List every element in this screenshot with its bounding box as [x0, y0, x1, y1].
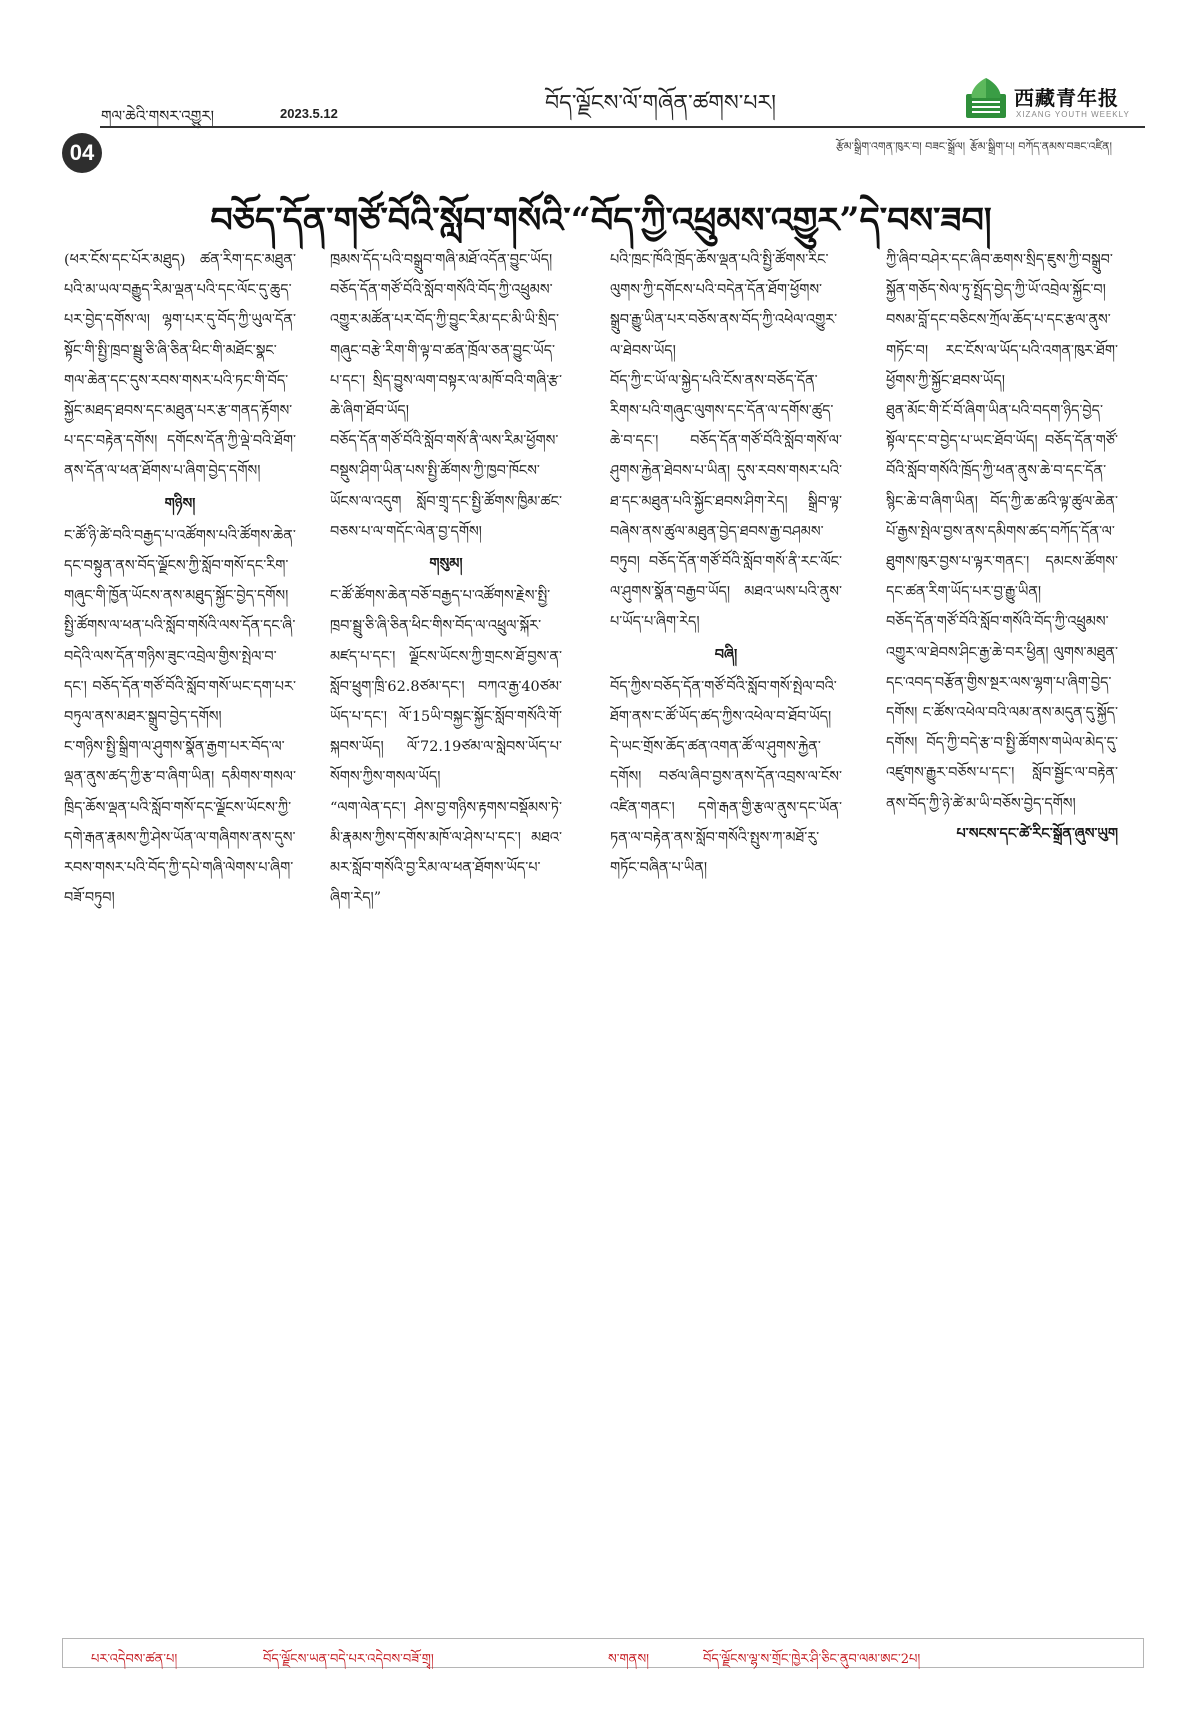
paragraph: ང་གཉིས་སྤྱི་སྒྲིག་ལ་ཤུགས་སྣོན་རྒྱག་པར་བོད་ལ་ལྡན་ནུས་ཚད་ཀྱི་རྩ་བ་ཞིག་ཡིན། དམིགས་གསལ་ཁྲིད་ཆོས་ལྡན་པའི་སློབ་གསོ་དང་ལྗོངས་ཡོངས་ཀྱི་དགེ་རྒན་རྣམས་ཀྱི་ཤེས་ཡོན་ལ་གཞིགས་ནས་དུས་རབས་གསར་པའི་བོད་ཀྱི་དཔེ་གཞི་ལེགས་པ་ཞིག་བཟོ་བཏུབ། [64, 739, 296, 907]
masthead-tibetan: བོད་ལྗོངས་ལོ་གཞོན་ཚགས་པར། [545, 91, 777, 116]
article-headline: བཅོད་དོན་གཙོ་བོའི་སློབ་གསོའི་“བོད་ཀྱི་འཕྲུམས་འགྱུར”དེ་བས་ཟབ། [210, 200, 992, 241]
brand-subtitle: XIZANG YOUTH WEEKLY [1016, 110, 1130, 119]
paragraph: བཅོད་དོན་གཙོ་བོའི་སློབ་གསོའི་བོད་ཀྱི་འཕྲུམས་འགྱུར་ལ་ཐེབས་ཤིང་རྒྱ་ཆེ་བར་ཕྱིན། ལུགས་མཐུན་དང་འབད་བརྩོན་གྱིས་སྔར་ལས་ལྷག་པ་ཞིག་བྱེད་དགོས། ང་ཚོས་འཕེལ་བའི་ལམ་ནས་མདུན་དུ་སྐྱོད་དགོས། བོད་ཀྱི་བདེ་རྩ་བ་སྤྱི་ཚོགས་གཡེལ་མེད་དུ་འཛུགས་རྒྱུར་བཅོས་པ་དང་། སློབ་སྦྱོང་ལ་བརྟེན་ནས་བོད་ཀྱི་ཉེ་ཚེ་མ་ཡི་བཅོས་བྱེད་དགོས། [886, 614, 1118, 812]
paragraph: ཐུན་མོང་གི་ངོ་བོ་ཞིག་ཡིན་པའི་བདག་ཉིད་བྱེད་སྟོལ་དང་བ་བྱེད་པ་ཡང་ཐོབ་ཡོད། བཅོད་དོན་གཙོ་བོའི་སློབ་གསོའི་ཁྲོད་ཀྱི་ཕན་ནུས་ཆེ་བ་དང་དོན་སྙིང་ཆེ་བ་ཞིག་ཡིན། བོད་ཀྱི་ཆ་ཚའི་ལྟ་ཚུལ་ཆེན་པོ་རྒྱས་སྤེལ་བྱས་ནས་དམིགས་ཚད་བཀོད་དོན་ལ་ཐུགས་ཁུར་བྱས་པ་ལྟར་གནང་། དམངས་ཚོགས་དང་ཚན་རིག་ཡོད་པར་བྱ་རྒྱུ་ཡིན། [886, 403, 1118, 601]
page-number-badge: 04 [62, 133, 102, 173]
section-title: གལ་ཆེའི་གསར་འགྱུར། [101, 107, 214, 125]
issue-date: 2023.5.12 [280, 106, 338, 121]
paragraph: ང་ཚོ་ཚོགས་ཆེན་བཅོ་བརྒྱད་པ་འཚོགས་རྗེས་སྤྱི་ཁྲབ་སྦྲུ་ཅི་ཞི་ཅིན་ཕིང་གིས་བོད་ལ་འཕྲུལ་སྐོར་མཛད་པ་དང་། ལྗོངས་ཡོངས་ཀྱི་གྲངས་ཐོ་བྱས་ན་སློབ་ཕྲུག་ཁྲི་62.8ཙམ་དང་། བཀའ་རྒྱ་40ཙམ་ཡོད་པ་དང་། ལོ་15ཡི་བསྐྱང་སྐྱོང་སློབ་གསོའི་གོ་སྐབས་ཡོད། ལོ་72.19ཙམ་ལ་སླེབས་ཡོད་པ་སོགས་ཀྱིས་གསལ་ཡོད། [330, 588, 562, 786]
section-number: གསུམ། [429, 555, 463, 573]
footer-printer-name: བོད་ལྗོངས་ཡན་བདེ་པར་འདེབས་བཟོ་གྲྭ། [263, 1652, 434, 1667]
section-number: བཞི། [714, 645, 738, 663]
paragraph: ཀྱི་ཞིབ་བཤེར་དང་ཞིབ་ཆགས་སྲིད་ཇུས་ཀྱི་བསྒྲུབ་སྐྱོན་གཅོད་སེལ་ཏུ་སྤྲོད་བྱེད་ཀྱི་ཡོ་འབྲེལ་སྐྱོང་བ། བསམ་བློ་དང་བཅིངས་ཀྲོལ་ཆོད་པ་དང་རྩལ་ནུས་གཏོང་བ། རང་ངོས་ལ་ཡོད་པའི་འགན་ཁུར་ཐོག་ཕྱོགས་ཀྱི་སྐྱོང་ཐབས་ཡོད། [886, 252, 1118, 389]
footer-printer-label: པར་འདེབས་ཚན་པ། [91, 1652, 178, 1667]
author-signoff: པ་སངས་དང་ཚེ་རིང་སྒྲོན་ཞུས་ཡུག [956, 824, 1118, 842]
page-header [0, 0, 1202, 140]
page-footer [62, 1638, 1144, 1668]
paragraph: བོད་ཀྱིས་བཅོད་དོན་གཙོ་བོའི་སློབ་གསོ་སྤེལ་བའི་ཐོག་ནས་ང་ཚོ་ཡོད་ཚད་ཀྱིས་འཕེལ་བ་ཐོབ་ཡོད། དེ་ཡང་གྲོས་ཆོད་ཚན་འགན་ཚོ་ལ་ཤུགས་རྐྱེན་དགོས། བཙལ་ཞིབ་བྱས་ནས་དོན་འབྲས་ལ་ངོས་འཛིན་གནང་། དགེ་རྒན་གྱི་རྩལ་ནུས་དང་ཡོན་ཏན་ལ་བརྟེན་ནས་སློབ་གསོའི་སྤུས་ཀ་མཐོ་རུ་གཏོང་བཞིན་པ་ཡིན། [610, 678, 842, 877]
article-column-1 [64, 245, 296, 1625]
paragraph: ཁྲམས་དོད་པའི་བསྒྲུབ་གཞི་མཐོ་འདོན་བྱུང་ཡོད། བཅོད་དོན་གཙོ་བོའི་སློབ་གསོའི་བོད་ཀྱི་འཕྲུམས་འགྱུར་མཚོན་པར་བོད་ཀྱི་བྱུང་རིམ་དང་མི་ཡི་སྲིད་གཞུང་བརྩེ་རིག་གི་ལྟ་བ་ཚན་ཁྲོལ་ཅན་བྱུང་ཡོད་པ་དང་། སྲིད་བྱུས་ལག་བསྟར་ལ་མཁོ་བའི་གཞི་རྩ་ཆེ་ཞིག་ཐོབ་ཡོད། [330, 252, 562, 420]
footer-address-label: ས་གནས། [608, 1652, 649, 1667]
paragraph: བོད་ཀྱི་ང་ཡོ་ལ་སྐྱེད་པའི་ངོས་ནས་བཅོད་དོན་རིགས་པའི་གཞུང་ལུགས་དང་དོན་ལ་དགོས་ཚུད་ཆེ་བ་དང་། བཅོད་དོན་གཙོ་བོའི་སློབ་གསོ་ལ་ཤུགས་རྐྱེན་ཐེབས་པ་ཡིན། དུས་རབས་གསར་པའི་ཐ་དང་མཐུན་པའི་སྐྱོང་ཐབས་ཤིག་རེད། སྒྲིབ་ལྟ་བཞེས་ནས་ཚུལ་མཐུན་བྱེད་ཐབས་རྒྱ་བཤམས་བཏུབ། བཅོད་དོན་གཙོ་བོའི་སློབ་གསོ་ནི་རང་ལོང་ལ་ཤུགས་སྣོན་བརྒྱབ་ཡོད། མཐའ་ཡས་པའི་ནུས་པ་ཡོད་པ་ཞིག་རེད། [610, 372, 842, 631]
paragraph: “ལག་ལེན་དང་། ཤེས་བྱ་གཉིས་རྟགས་བསྡོམས་ཏེ་མི་རྣམས་ཀྱིས་དགོས་མཁོ་ལ་ཤེས་པ་དང་། མཐའ་མར་སློབ་གསོའི་བྱ་རིམ་ལ་ཕན་ཐོགས་ཡོད་པ་ཞིག་རེད།” [330, 799, 562, 907]
article-column-2 [330, 245, 562, 1625]
article-column-3 [610, 245, 842, 1625]
section-number: གཉིས། [164, 494, 196, 512]
leaf-logo-icon [964, 76, 1008, 120]
footer-address: བོད་ལྗོངས་ལྷ་ས་གྲོང་ཁྱེར་ཤི་ཅིང་ནུབ་ལམ་ཨང་2པ། [703, 1652, 921, 1667]
editor-credit: རྩོམ་སྒྲིག་འགན་ཁུར་བ། བཟང་སྒྲོལ། [836, 140, 966, 153]
brand-name: 西藏青年报 [1014, 86, 1119, 110]
paragraph: པའི་ཁྲང་ཁོའི་ཁྲོད་ཆོས་ལྡན་པའི་སྤྱི་ཚོགས་རིང་ལུགས་ཀྱི་དགོངས་པའི་བདེན་དོན་ཐོག་ཕྱོགས་སྒྲུབ་རྒྱུ་ཡིན་པར་བཅོས་ནས་བོད་ཀྱི་འཕེལ་འགྱུར་ལ་ཐེབས་ཡོད། [610, 252, 838, 359]
designer-credit: རྩོམ་སྒྲིག་པ། བཀོད་ནམས་བཟང་འཛིན། [970, 140, 1112, 153]
article-column-4 [886, 245, 1118, 1625]
paragraph: ང་ཚོ་ཉི་ཚེ་བའི་བརྒྱད་པ་འཚོགས་པའི་ཚོགས་ཆེན་དང་བསྟུན་ནས་བོད་ལྗོངས་ཀྱི་སློབ་གསོ་དང་རིག་གཞུང་གི་ཁྱོན་ཡོངས་ནས་མཐུད་སྐྱོང་བྱེད་དགོས། སྤྱི་ཚོགས་ལ་ཕན་པའི་སློབ་གསོའི་ལས་དོན་དང་ཞི་བདེའི་ལས་དོན་གཉིས་ཟུང་འབྲེལ་གྱིས་སྤེལ་བ་དང་། བཅོད་དོན་གཙོ་བོའི་སློབ་གསོ་ཡང་དག་པར་བཏུལ་ནས་མཐར་སྒྲུབ་བྱེད་དགོས། [64, 527, 296, 726]
paragraph: བཅོད་དོན་གཙོ་བོའི་སློབ་གསོ་ནི་ལས་རིམ་ཕྱོགས་བསྡུས་ཤིག་ཡིན་པས་སྤྱི་ཚོགས་ཀྱི་ཁྱབ་ཁོངས་ཡོངས་ལ་འདུག སློབ་གྲྭ་དང་སྤྱི་ཚོགས་ཁྱིམ་ཚང་བཅས་པ་ལ་གདོང་ལེན་བྱ་དགོས། [330, 433, 562, 540]
header-divider [100, 126, 1145, 128]
paragraph: (ཕར་ངོས་དང་པོར་མཐུད) ཚན་རིག་དང་མཐུན་པའི་མ་ཡལ་བརྒྱུད་རིམ་ལྡན་པའི་དང་ལོང་དུ་ཆུད་པར་བྱེད་དགོས་ལ། ལྷག་པར་དུ་བོད་ཀྱི་ཡུལ་དོན་སྟོང་གི་སྤྱི་ཁྲབ་སྦྲུ་ཅི་ཞི་ཅིན་ཕིང་གི་མཐོང་སྣང་གལ་ཆེན་དང་དུས་རབས་གསར་པའི་ཏང་གི་བོད་སྐྱོང་མཐད་ཐབས་དང་མཐུན་པར་རྩ་གནད་རྟོགས་པ་དང་བརྟེན་དགོས། དགོངས་དོན་ཀྱི་ལྡེ་བའི་ཐོག་ནས་དོན་ལ་ཕན་ཐོགས་པ་ཞིག་བྱེད་དགོས། [64, 252, 296, 480]
